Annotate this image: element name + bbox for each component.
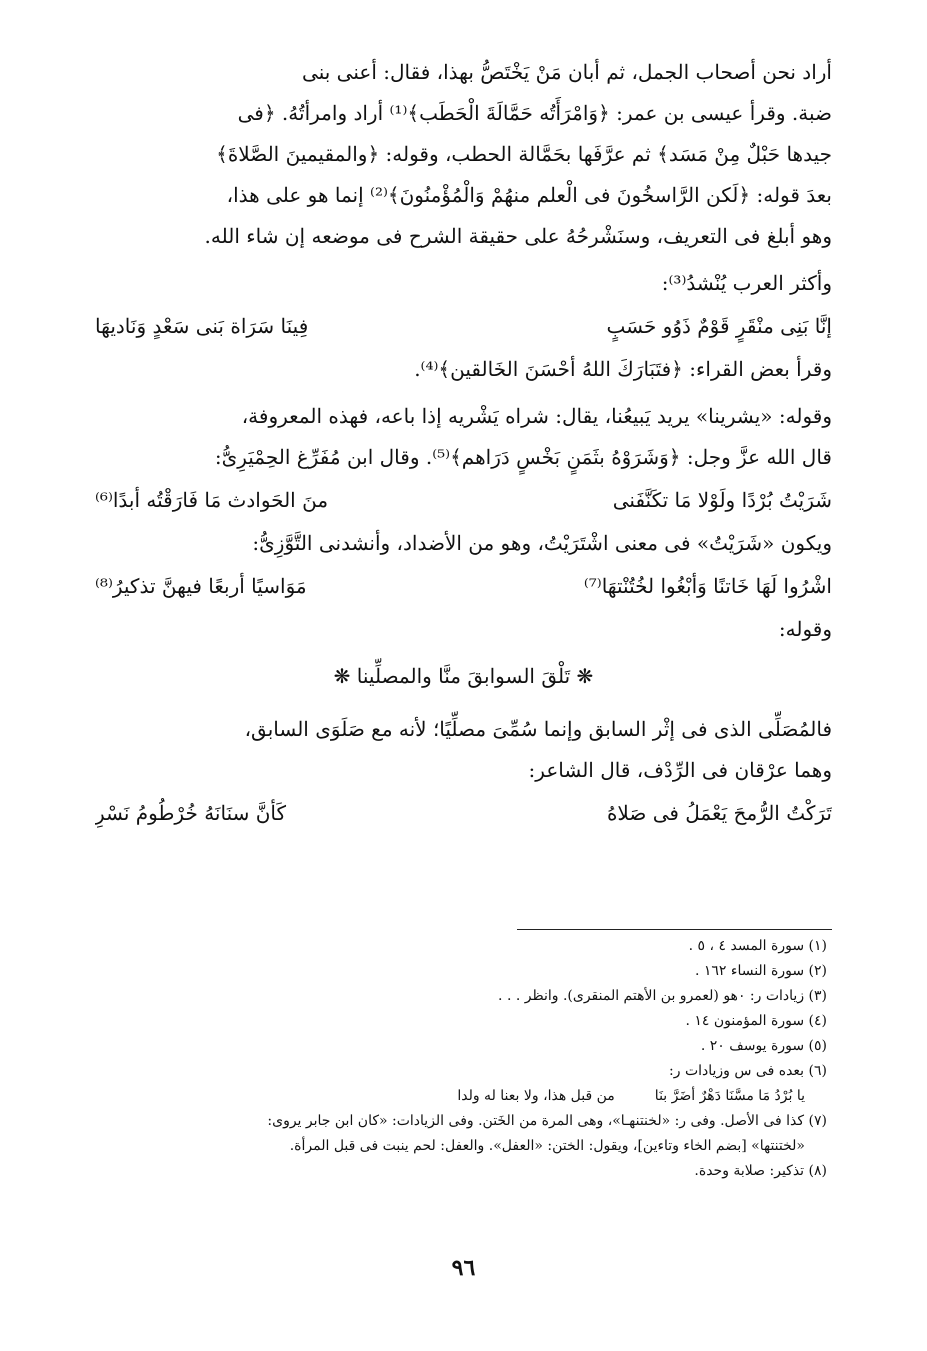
text-line: ضبة. وقرأ عيسى بن عمر: ﴿وَامْرَأَتُه حَمَّالَةَ الْحَطَب﴾⁽¹⁾ أراد وامرأتُهُ. ﴿فى	[237, 101, 832, 125]
footnote-5: (٥) سورة يوسف ٢٠ .	[700, 1038, 827, 1054]
verse-second-hemistich: منَ الحَوادث مَا فَارَقْتُه أبدًا⁽⁶⁾	[95, 488, 329, 512]
footnote-3: (٣) زيادات ر: ٠هو (لعمرو بن الأهتم المنقرى). وانظر . . .	[498, 988, 827, 1004]
paragraph-4	[95, 396, 832, 478]
verse-1	[95, 306, 832, 347]
verse-first-hemistich: تَرَكْتُ الرُّمحَ يَعْمَلُ فى صَلاهُ	[606, 801, 832, 825]
text-line: وقرأ بعض القراء: ﴿فتَبَارَكَ اللهُ أحْسَنَ الخَالقين﴾⁽⁴⁾.	[414, 357, 832, 381]
footnote-2: (٢) سورة النساء ١٦٢ .	[694, 963, 827, 979]
footnote-6: (٦) بعده فى س وزيادات ر:	[669, 1063, 827, 1079]
main-text	[95, 52, 832, 836]
paragraph-2	[95, 263, 832, 304]
verse-4	[95, 793, 832, 834]
verse-2	[95, 480, 832, 521]
footnote-verse-second-hemistich: من قبل هذا، ولا بعنا له ولدا	[457, 1088, 615, 1104]
text-line: وهو أبلغ فى التعريف، وسنَشْرحُهُ على حقيقة الشرح فى موضعه إن شاء الله.	[204, 224, 832, 248]
paragraph-7	[95, 709, 832, 791]
footnote-verse-first-hemistich: يا بُرْدُ مَا مسَّنَا دَهْرٌ أضَرَّ بنَا	[654, 1088, 805, 1104]
footnote-7-continued: «لختنتها» [بضم الخاء وتاءين]، ويقول: الختن: «العفل». والعفل: لحم ينبت فى قبل المرأة.	[289, 1138, 805, 1154]
verse-second-hemistich: فِينَا سَرَاة بَنى سَعْدٍ وَنَاديهَا	[95, 314, 309, 338]
footnote-8: (٨) تذكير: صلابة وحدة.	[694, 1163, 827, 1179]
text-line: وقوله: «يشرينا» يريد يَبيعُنا، يقال: شراه يَشْريه إذا باعه، فهذه المعروفة،	[241, 404, 832, 428]
text-line: قال الله عزَّ وجل: ﴿وَشَرَوْهُ بثَمَنٍ بَخْسٍ دَرَاهم﴾⁽⁵⁾. وقال ابن مُفَرِّغ الحِمْيَرِىُّ:	[214, 445, 832, 469]
verse-second-hemistich: كَأنَّ سنَانَهُ خُرْطُومُ نَسْرِ	[95, 801, 287, 825]
footnote-separator	[517, 929, 832, 930]
verse-first-hemistich: اشْرُوا لَهَا خَاتنًا وَأبْغُوا لخُتُنْتهَا⁽⁷⁾	[583, 574, 832, 598]
verse-first-hemistich: شَرَيْتُ بُرْدًا ولَوْلا مَا تكَنَّفَنى	[612, 488, 832, 512]
verse-3	[95, 566, 832, 607]
centered-hemistich: ❋ تَلْقَ السوابقَ منَّا والمصلِّينا ❋	[333, 664, 594, 688]
footnote-1: (١) سورة المسد ٤ ، ٥ .	[688, 938, 827, 954]
verse-second-hemistich: مَوَاسيًا أربعًا فيهنَّ تذكيرُ⁽⁸⁾	[95, 574, 307, 598]
text-line: وأكثر العرب يُنْشدُ⁽³⁾:	[661, 271, 832, 295]
verse-first-hemistich: إنَّا بَنِى منْقَرٍ قَوْمٌ ذَوُو حَسَبٍ	[606, 314, 832, 338]
footnote-7: (٧) كذا فى الأصل. وفى ر: «لخنتنهـا»، وهى المرة من الخَتن. وفى الزيادات: «كان ابن جابر يروى:	[267, 1113, 827, 1129]
footnote-4: (٤) سورة المؤمنون ١٤ .	[685, 1013, 827, 1029]
paragraph-5	[95, 523, 832, 564]
text-line: أراد نحن أصحاب الجمل، ثم أبان مَنْ يَخْتَصُّ بهذا، فقال: أعنى بنى	[302, 60, 832, 84]
text-line: فالمُصَلِّى الذى فى إثْر السابق وإنما سُمِّىَ مصلِّيًا؛ لأنه مع صَلَوَى السابق،	[244, 717, 832, 741]
footnotes	[95, 934, 827, 1184]
text-line: جيدها حَبْلٌ مِنْ مَسَد﴾ ثم عرَّفَها بحَمَّالة الحطب، وقوله: ﴿والمقيمينَ الصَّلاةَ﴾	[216, 142, 832, 166]
text-line: بعدَ قوله: ﴿لَكن الرَّاسخُونَ فى الْعلم منهُمْ وَالْمُؤْمنُونَ﴾⁽²⁾ إنما هو على هذا،	[226, 183, 832, 207]
paragraph-3	[95, 349, 832, 390]
paragraph-6	[95, 609, 832, 650]
text-line: وقوله:	[778, 617, 832, 641]
paragraph-1	[95, 52, 832, 257]
footnote-6-verse	[95, 1084, 827, 1109]
text-line: ويكون «شَرَيْتُ» فى معنى اشْتَرَيْتُ، وهو من الأضداد، وأنشدنى التَّوَّزِىُّ:	[252, 531, 832, 555]
page-number: ٩٦	[451, 1255, 476, 1281]
text-line: وهما عرْقان فى الرِّدْف، قال الشاعر:	[528, 758, 832, 782]
